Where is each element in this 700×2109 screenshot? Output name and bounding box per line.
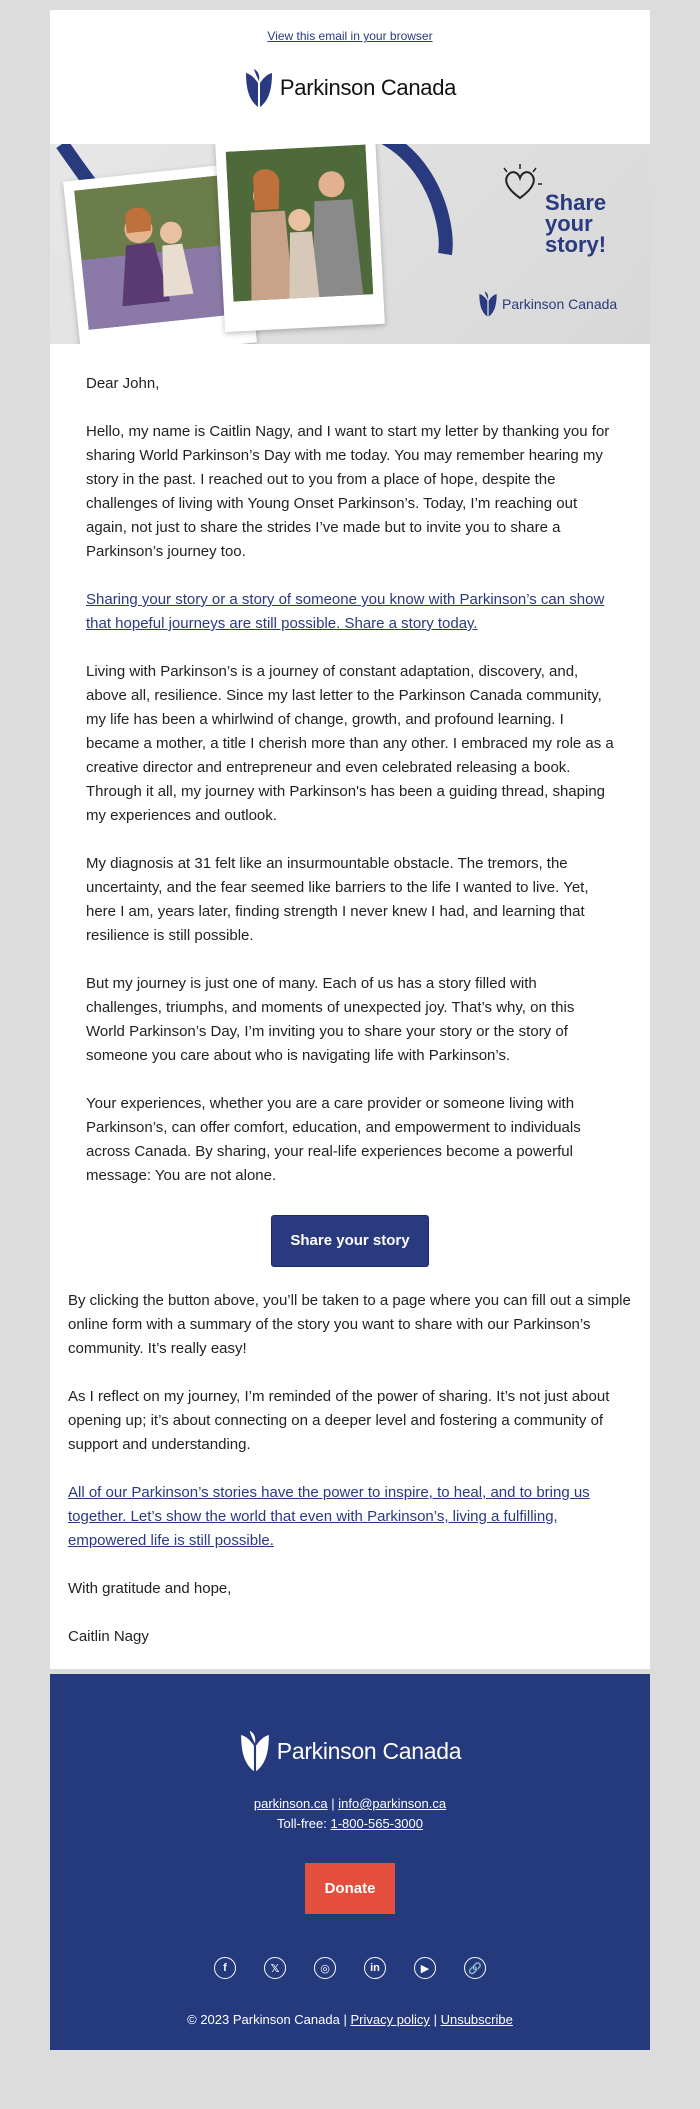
email-header [50,10,650,144]
footer-logo-text: Parkinson Canada [276,1737,462,1764]
website-link[interactable]: parkinson.ca [253,1796,328,1811]
signature: Caitlin Nagy [68,1628,149,1645]
letter-body [50,344,650,1669]
paragraph-intro: Hello, my name is Caitlin Nagy, and I want to start my letter by thanking you for sharing World Parkinson’s Day with me today. You may remember hearing my story in the past. I reached out to you from a place of hope, despite the challenges of living with Young Onset Parkinson’s. Today, I’m reaching out again, not just to share the strides I’ve made but to invite you to share a Parkinson’s journey too. [86,423,610,560]
paragraph-reflection: As I reflect on my journey, I’m reminded of the power of sharing. It’s not just about opening up; it’s about connecting on a deeper level and fostering a community of support and understanding. [68,1388,610,1453]
link-icon[interactable]: 🔗 [464,1957,486,1979]
photo-polaroid-right [215,144,385,332]
email-container [50,10,650,1669]
greeting: Dear John, [86,375,160,392]
share-your-story-headline [545,192,606,255]
paragraph-diagnosis: My diagnosis at 31 felt like an insurmountable obstacle. The tremors, the uncertainty, and the fear seemed like barriers to the life I wanted to live. Yet, here I am, years later, finding strength I never knew I had, and learning that resilience is still possible. [86,855,589,944]
youtube-icon[interactable]: ▶ [414,1957,436,1979]
tulip-logo-icon [239,1728,271,1774]
footer-contact [50,1794,650,1834]
hero-logo-text: Parkinson Canada [502,296,618,312]
share-story-link-1[interactable]: Sharing your story or a story of someone you know with Parkinson’s can show that hopeful journeys are still possible. Share a story today. [86,591,605,632]
footer-logo[interactable] [50,1728,650,1774]
link-separator: | [331,1796,335,1811]
instagram-icon[interactable]: ◎ [314,1957,336,1979]
paragraph-experiences: Your experiences, whether you are a care provider or someone living with Parkinson’s, can offer comfort, education, and empowerment to individuals across Canada. By sharing, your real-life experiences become a powerful message: You are not alone. [86,1095,581,1184]
paragraph-journey: Living with Parkinson’s is a journey of constant adaptation, discovery, and, above all, resilience. Since my last letter to the Parkinson Canada community, my life has been a whirlwind of change, growth, and profound learning. I became a mother, a title I cherish more than any other. I embraced my role as a creative director and entrepreneur and even celebrated releasing a book. Through it all, my journey with Parkinson's has been a guiding thread, shaping my experiences and outlook. [86,663,614,824]
header-logo-text: Parkinson Canada [279,75,457,100]
donate-button[interactable]: Donate [305,1863,395,1914]
tollfree-label: Toll-free: [276,1816,327,1831]
copyright-separator-1: | [343,2012,347,2027]
hero-logo [478,290,617,318]
linkedin-icon[interactable]: in [364,1957,386,1979]
email-link[interactable]: info@parkinson.ca [338,1796,447,1811]
email-footer [50,1674,650,2050]
facebook-icon[interactable]: f [214,1957,236,1979]
cta-line-2: your [545,211,593,236]
view-in-browser-link[interactable]: View this email in your browser [267,29,433,43]
unsubscribe-link[interactable]: Unsubscribe [440,2012,513,2027]
header-logo[interactable] [50,67,650,109]
privacy-policy-link[interactable]: Privacy policy [350,2012,430,2027]
paragraph-invitation: But my journey is just one of many. Each of us has a story filled with challenges, triumphs, and moments of unexpected joy. That’s why, on this World Parkinson’s Day, I’m inviting you to share your story or the story of someone you care about who is navigating life with Parkinson’s. [86,975,575,1064]
share-story-link-2[interactable]: All of our Parkinson’s stories have the power to inspire, to heal, and to bring us together. Let’s show the world that even with Parkinson’s, living a fulfilling, empowered life is still possible. [68,1484,590,1549]
copyright-line [50,2012,650,2027]
social-links [50,1957,650,1979]
cta-line-3: story! [545,232,607,257]
closing: With gratitude and hope, [68,1580,232,1597]
tulip-logo-icon [244,67,274,109]
family-photo-parents-daughter [226,144,374,301]
phone-link[interactable]: 1-800-565-3000 [330,1816,423,1831]
cta-line-1: Share [545,190,607,215]
copyright-separator-2: | [433,2012,437,2027]
paragraph-form-info: By clicking the button above, you’ll be taken to a page where you can fill out a simple online form with a summary of the story you want to share with our Parkinson’s community. It’s really easy! [68,1292,631,1357]
x-icon[interactable]: 𝕏 [264,1957,286,1979]
heart-doodle-icon [498,162,542,206]
copyright-text: © 2023 Parkinson Canada [187,2012,340,2027]
hero-banner[interactable] [50,144,650,344]
tulip-logo-icon [478,290,498,318]
share-your-story-button[interactable]: Share your story [271,1215,428,1267]
